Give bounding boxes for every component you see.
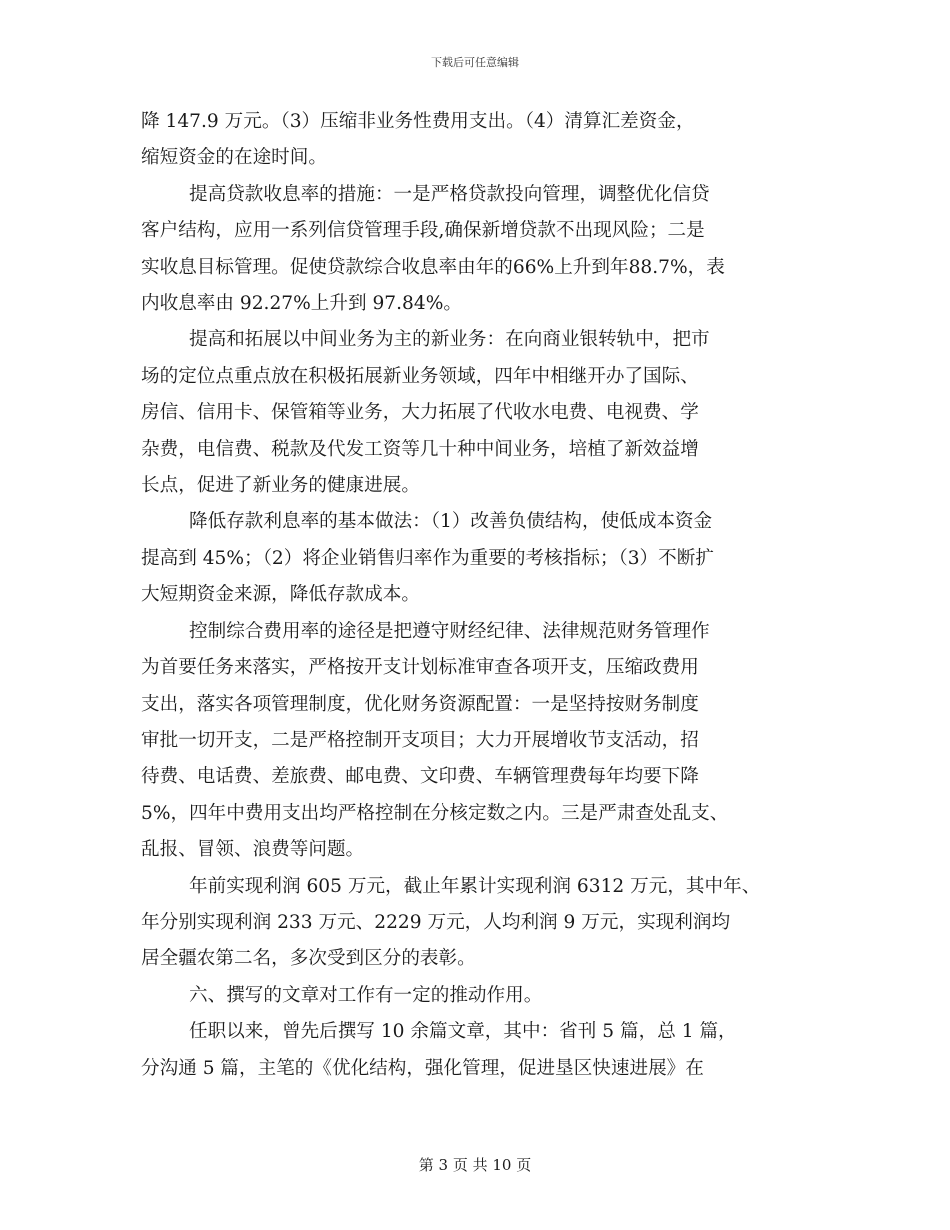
text-line: 提高到 45%；（2）将企业销售归率作为重要的考核指标；（3）不断扩 [141, 547, 714, 569]
document-body [141, 104, 821, 1087]
text-line: 支出，落实各项管理制度，优化财务资源配置：一是坚持按财务制度 [141, 693, 699, 715]
text-line: 缩短资金的在途时间。 [141, 147, 327, 169]
paragraph-start-line: 年前实现利润 605 万元，截止年累计实现利润 6312 万元，其中年、 [189, 875, 761, 897]
text-line: 杂费，电信费、税款及代发工资等几十种中间业务，培植了新效益增 [141, 438, 699, 460]
text-line: 5%，四年中费用支出均严格控制在分核定数之内。三是严肃查处乱支、 [141, 802, 729, 824]
text-line: 审批一切开支，二是严格控制开支项目；大力开展增收节支活动，招 [141, 729, 699, 751]
text-line: 降 147.9 万元。（3）压缩非业务性费用支出。（4）清算汇差资金， [141, 111, 695, 132]
text-line: 分沟通 5 篇，主笔的《优化结构，强化管理，促进垦区快速进展》在 [141, 1057, 704, 1079]
text-line: 内收息率由 92.27%上升到 97.84%。 [141, 293, 462, 315]
page-header: 下载后可任意编辑 [431, 56, 519, 69]
paragraph-start-line: 提高贷款收息率的措施：一是严格贷款投向管理，调整优化信贷 [189, 183, 710, 205]
text-line: 待费、电话费、差旅费、邮电费、文印费、车辆管理费每年均要下降 [141, 766, 699, 788]
paragraph-start-line: 提高和拓展以中间业务为主的新业务：在向商业银转轨中，把市 [189, 329, 710, 351]
section-heading-line: 六、撰写的文章对工作有一定的推动作用。 [189, 984, 543, 1006]
text-line: 为首要任务来落实，严格按开支计划标准审查各项开支，压缩政费用 [141, 657, 699, 679]
text-line: 年分别实现利润 233 万元、2229 万元，人均利润 9 万元，实现利润均 [141, 911, 731, 933]
text-line: 大短期资金来源，降低存款成本。 [141, 584, 420, 606]
text-line: 乱报、冒领、浪费等问题。 [141, 839, 365, 861]
paragraph-start-line: 控制综合费用率的途径是把遵守财经纪律、法律规范财务管理作 [189, 620, 710, 642]
paragraph-start-line: 任职以来，曾先后撰写 10 余篇文章，其中：省刊 5 篇，总 1 篇， [189, 1021, 737, 1043]
text-line: 场的定位点重点放在积极拓展新业务领域，四年中相继开办了国际、 [141, 365, 699, 387]
text-line: 客户结构，应用一系列信贷管理手段,确保新增贷款不出现风险；二是 [141, 220, 705, 242]
text-line: 长点，促进了新业务的健康进展。 [141, 475, 420, 497]
text-line: 居全疆农第二名，多次受到区分的表彰。 [141, 948, 476, 970]
paragraph-start-line: 降低存款利息率的基本做法：（1）改善负债结构，使低成本资金 [189, 511, 713, 533]
text-line: 房信、信用卡、保管箱等业务，大力拓展了代收水电费、电视费、学 [141, 402, 699, 424]
text-line: 实收息目标管理。促使贷款综合收息率由年的66%上升到年88.7%，表 [141, 256, 725, 278]
page-footer: 第 3 页 共 10 页 [418, 1156, 532, 1174]
